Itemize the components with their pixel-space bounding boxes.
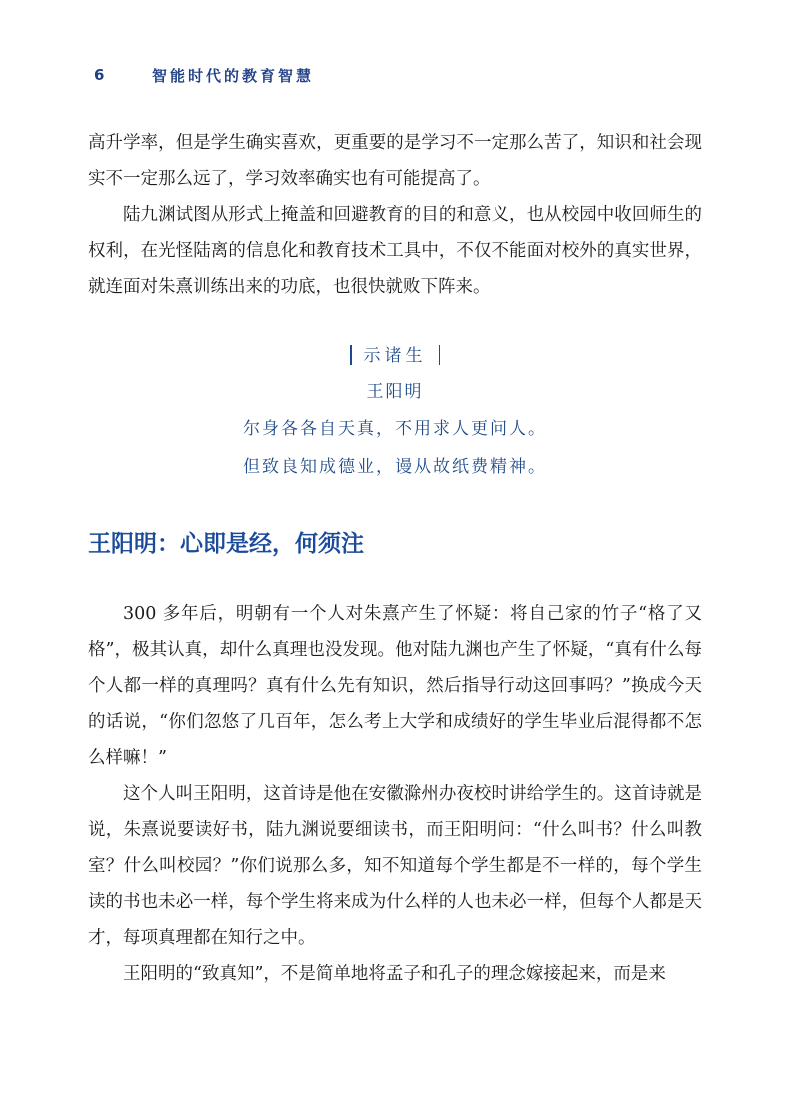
paragraph: 这个人叫王阳明，这首诗是他在安徽滁州办夜校时讲给学生的。这首诗就是说，朱熹说要读好书，陆九渊说要细读书，而王阳明问：“什么叫书？什么叫教室？什么叫校园？”你们说那么多，知不知道每个学生都是不一样的，每个学生读的书也未必一样，每个学生将来成为什么样的人也未必一样，但每个人都是天才，每项真理都在知行之中。 bbox=[88, 784, 702, 948]
body-text-top bbox=[88, 125, 702, 305]
paragraph: 高升学率，但是学生确实喜欢，更重要的是学习不一定那么苦了，知识和社会现实不一定那么远了，学习效率确实也有可能提高了。 bbox=[88, 133, 702, 189]
poem bbox=[88, 338, 702, 486]
book-title: 智能时代的教育智慧 bbox=[152, 66, 315, 85]
page-number: 6 bbox=[94, 66, 105, 84]
paragraph: 王阳明的“致真知”，不是简单地将孟子和孔子的理念嫁接起来，而是来 bbox=[123, 964, 666, 984]
body-text-section bbox=[88, 596, 702, 992]
paragraph: 300 多年后，明朝有一个人对朱熹产生了怀疑：将自己家的竹子“格了又格”，极其认真，却什么真理也没发现。他对陆九渊也产生了怀疑，“真有什么每个人都一样的真理吗？真有什么先有知识，然后指导行动这回事吗？”换成今天的话说，“你们忽悠了几百年，怎么考上大学和成绩好的学生毕业后混得都不怎么样嘛！” bbox=[88, 604, 702, 768]
poem-line: 尔身各各自天真，不用求人更问人。 bbox=[243, 419, 547, 439]
poem-line: 但致良知成德业，谩从故纸费精神。 bbox=[243, 457, 547, 477]
section-heading: 王阳明：心即是经，何须注 bbox=[88, 531, 364, 557]
poem-title bbox=[88, 338, 702, 374]
poem-title-bar-left bbox=[350, 345, 352, 365]
running-head bbox=[94, 64, 314, 86]
paragraph: 陆九渊试图从形式上掩盖和回避教育的目的和意义，也从校园中收回师生的权利，在光怪陆离的信息化和教育技术工具中，不仅不能面对校外的真实世界，就连面对朱熹训练出来的功底，也很快就败下阵来。 bbox=[88, 205, 702, 297]
poem-title-text: 示诸生 bbox=[363, 346, 427, 366]
poem-author: 王阳明 bbox=[366, 382, 424, 402]
poem-title-bar-right bbox=[439, 345, 441, 365]
